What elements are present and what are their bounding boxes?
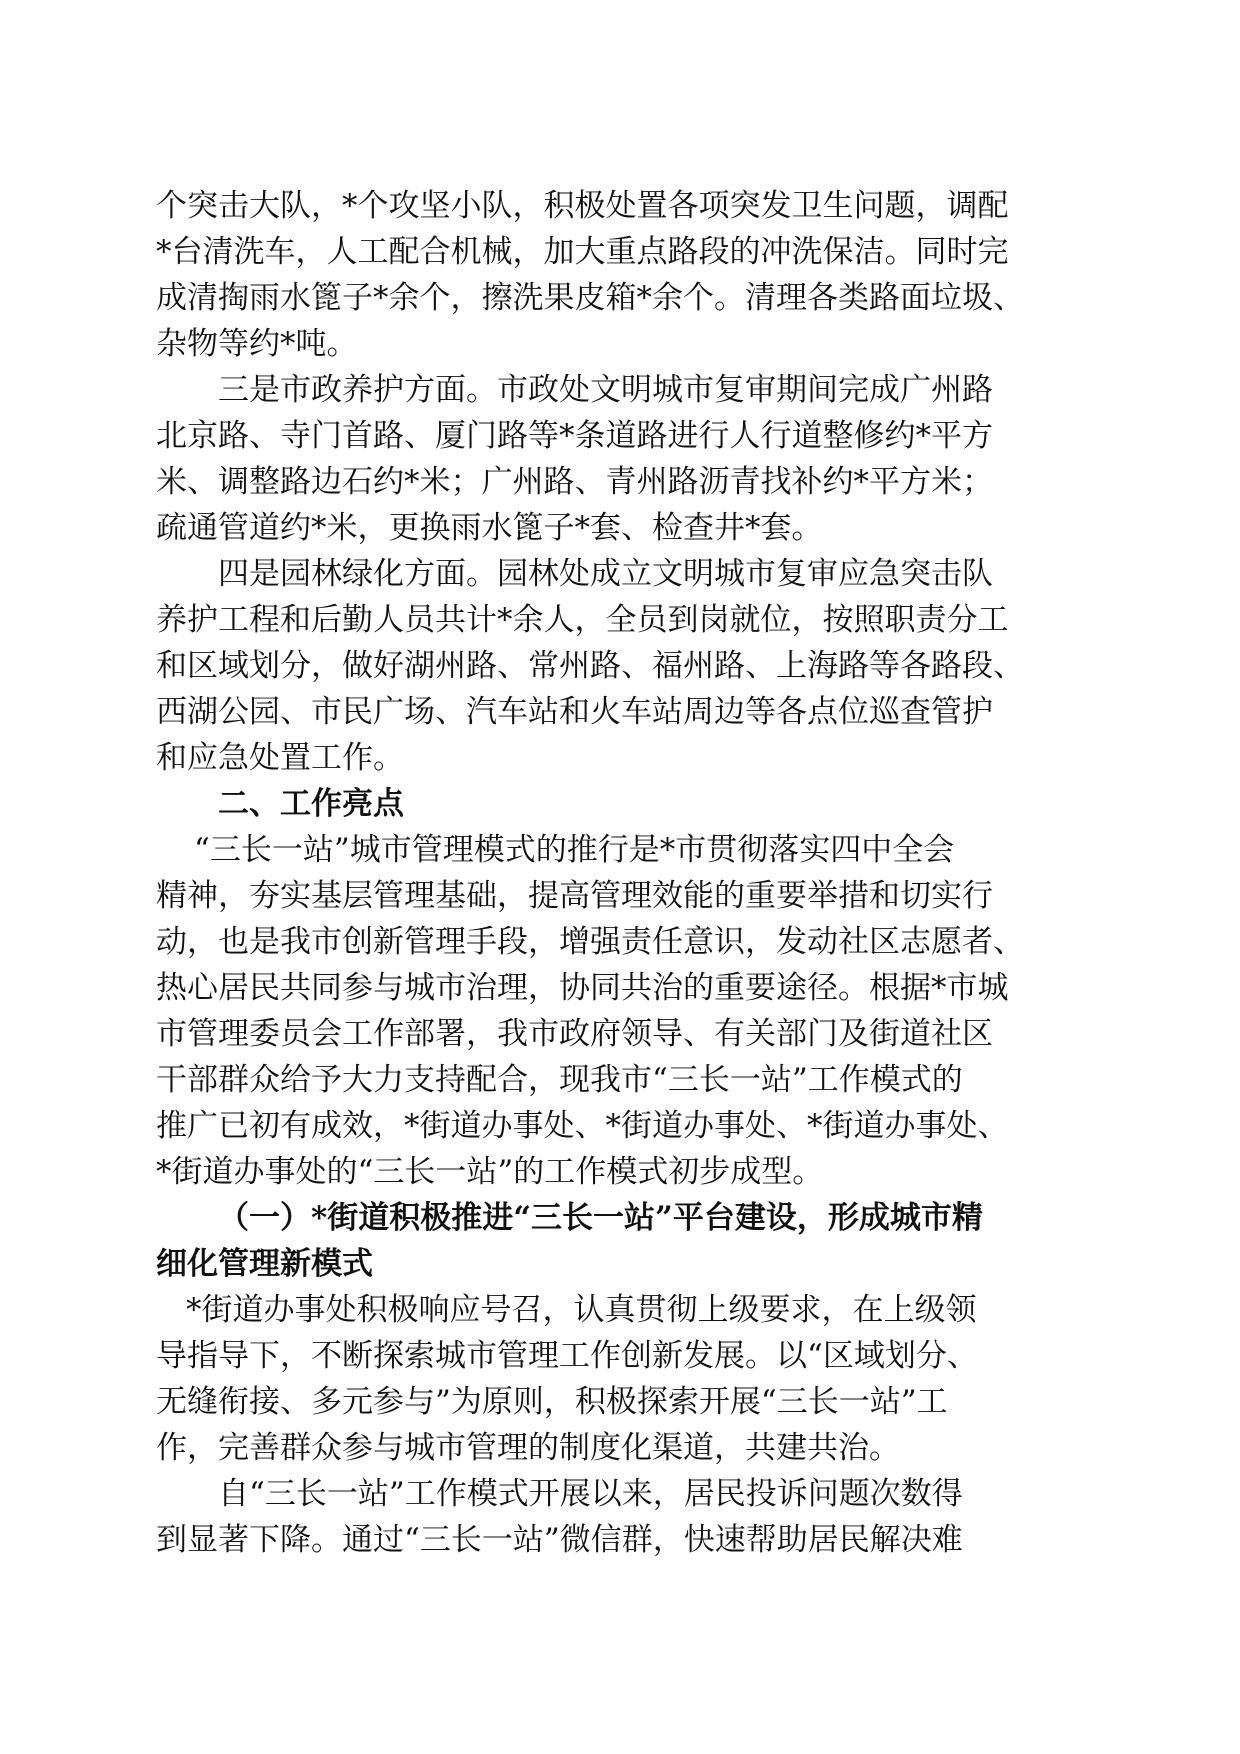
paragraph-first-line: 四是园林绿化方面。园林处成立文明城市复审应急突击队 — [218, 556, 993, 592]
text-line: 疏通管道约*米，更换雨水篦子*套、检查井*套。 — [156, 510, 823, 546]
text-line: 个突击大队，*个攻坚小队，积极处置各项突发卫生问题，调配 — [156, 188, 1009, 224]
text-line: 精神，夯实基层管理基础，提高管理效能的重要举措和切实行 — [156, 878, 993, 914]
text-line: 动，也是我市创新管理手段，增强责任意识，发动社区志愿者、 — [156, 924, 1024, 960]
text-line: 养护工程和后勤人员共计*余人，全员到岗就位，按照职责分工 — [156, 602, 1009, 638]
text-line: 西湖公园、市民广场、汽车站和火车站周边等各点位巡查管护 — [156, 694, 993, 730]
subsection-heading: （一）*街道积极推进“三长一站”平台建设，形成城市精 — [218, 1200, 983, 1236]
text-line: 和区域划分，做好湖州路、常州路、福州路、上海路等各路段、 — [156, 648, 1024, 684]
paragraph-first-line: “三长一站”城市管理模式的推行是*市贯彻落实四中全会 — [194, 832, 955, 868]
subsection-heading-cont: 细化管理新模式 — [156, 1246, 373, 1282]
text-line: 到显著下降。通过“三长一站”微信群，快速帮助居民解决难 — [156, 1522, 963, 1558]
text-line: 北京路、寺门首路、厦门路等*条道路进行人行道整修约*平方 — [156, 418, 993, 454]
text-line: 干部群众给予大力支持配合，现我市“三长一站”工作模式的 — [156, 1062, 963, 1098]
text-line: *街道办事处的“三长一站”的工作模式初步成型。 — [156, 1154, 824, 1190]
text-line: 导指导下，不断探索城市管理工作创新发展。以“区域划分、 — [156, 1338, 978, 1374]
text-line: 市管理委员会工作部署，我市政府领导、有关部门及街道社区 — [156, 1016, 993, 1052]
text-line: 米、调整路边石约*米；广州路、青州路沥青找补约*平方米； — [156, 464, 993, 500]
text-line: 无缝衔接、多元参与”为原则，积极探索开展“三长一站”工 — [156, 1384, 948, 1420]
text-line: 推广已初有成效，*街道办事处、*街道办事处、*街道办事处、 — [156, 1108, 1009, 1144]
text-line: 和应急处置工作。 — [156, 740, 404, 776]
text-line: 热心居民共同参与城市治理，协同共治的重要途径。根据*市城 — [156, 970, 1009, 1006]
paragraph-first-line: 三是市政养护方面。市政处文明城市复审期间完成广州路 — [218, 372, 993, 408]
section-heading: 二、工作亮点 — [218, 786, 404, 822]
paragraph-first-line: 自“三长一站”工作模式开展以来，居民投诉问题次数得 — [218, 1476, 963, 1512]
text-line: 作，完善群众参与城市管理的制度化渠道，共建共治。 — [156, 1430, 900, 1466]
text-line: 成清掏雨水篦子*余个，擦洗果皮箱*余个。清理各类路面垃圾、 — [156, 280, 1024, 316]
text-line: *台清洗车，人工配合机械，加大重点路段的冲洗保洁。同时完 — [156, 234, 1009, 270]
text-line: 杂物等约*吨。 — [156, 326, 358, 362]
paragraph-first-line: *街道办事处积极响应号召，认真贯彻上级要求，在上级领 — [186, 1292, 977, 1328]
